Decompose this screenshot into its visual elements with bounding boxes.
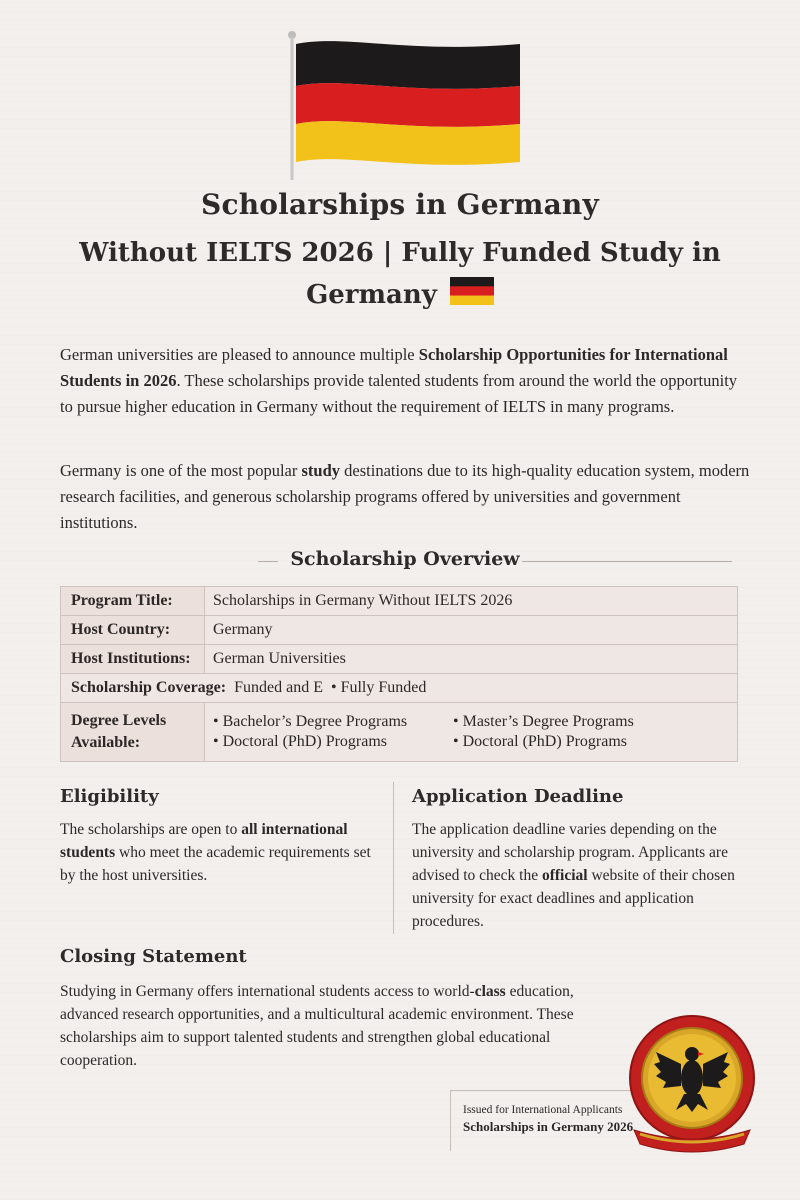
overview-heading: Scholarship Overview	[290, 548, 520, 570]
issued-line-1: Issued for International Applicants	[463, 1104, 623, 1116]
row-value: Germany	[205, 616, 738, 645]
deadline-text	[412, 818, 742, 933]
closing-text	[60, 980, 620, 1072]
degree-label: Degree Levels Available:	[61, 703, 205, 762]
intro-1-text-a: German universities are pleased to announce multiple	[60, 345, 419, 364]
german-flag-icon	[296, 38, 520, 166]
eligibility-bold: all international students	[60, 821, 348, 861]
coverage-value-1: Funded and E	[234, 679, 323, 696]
deadline-heading: Application Deadline	[412, 786, 624, 807]
eligibility-text-a: The scholarships are open to	[60, 821, 242, 838]
table-row	[61, 616, 738, 645]
table-row	[61, 587, 738, 616]
table-row	[61, 703, 738, 762]
eligibility-text-b: who meet the academic requirements set by the host universities.	[60, 844, 371, 884]
flagpole	[288, 30, 296, 180]
coverage-value-2: • Fully Funded	[330, 679, 427, 696]
deadline-text-b: website of their chosen university for exact deadlines and application procedures.	[412, 867, 735, 930]
column-divider	[393, 782, 394, 934]
coverage-cell	[61, 674, 738, 703]
closing-text-a: Studying in Germany offers international students access to world-	[60, 983, 475, 1000]
intro-2-text-a: Germany is one of the most popular	[60, 461, 302, 480]
degree-item: • Doctoral (PhD) Programs	[453, 733, 628, 750]
degree-item: • Doctoral (PhD) Programs	[213, 733, 388, 750]
page-title: Scholarships in Germany	[201, 188, 599, 221]
intro-2-text-b: destinations due to its high-quality education system, modern research facilities, and generous scholarship programs offered by universities and government institutions.	[60, 461, 750, 532]
overview-table	[60, 586, 738, 762]
row-value: Scholarships in Germany Without IELTS 2026	[205, 587, 738, 616]
row-label: Host Institutions:	[61, 645, 205, 674]
row-value: German Universities	[205, 645, 738, 674]
row-label: Host Country:	[61, 616, 205, 645]
page-subtitle	[60, 232, 740, 316]
german-eagle-seal-icon	[626, 1012, 758, 1162]
degree-item: • Bachelor’s Degree Programs	[213, 713, 408, 730]
row-label: Program Title:	[61, 587, 205, 616]
degree-list-cell	[205, 703, 738, 762]
heading-rule-right	[522, 561, 732, 562]
table-row	[61, 674, 738, 703]
subtitle-line-1: Without IELTS 2026 | Fully Funded Study in	[79, 238, 721, 268]
eligibility-heading: Eligibility	[60, 786, 159, 807]
coverage-label: Scholarship Coverage:	[71, 679, 227, 696]
deadline-bold: official	[541, 867, 588, 884]
intro-2-bold: study	[301, 461, 341, 480]
subtitle-line-2: Germany	[306, 280, 437, 310]
closing-text-b: education, advanced research opportunities, and a multicultural academic environment. These scholarships aim to support talented students and strengthen global educational cooperation.	[60, 983, 574, 1069]
closing-bold: class	[474, 983, 506, 1000]
eligibility-text	[60, 818, 390, 887]
intro-paragraph-1	[60, 342, 750, 420]
deadline-text-a: The application deadline varies depending on the university and scholarship program. Applicants are advised to check the	[412, 821, 728, 884]
issued-line-2: Scholarships in Germany 2026	[463, 1119, 634, 1134]
intro-1-bold: Scholarship Opportunities for International Students in 2026	[60, 345, 728, 390]
degree-item: • Master’s Degree Programs	[453, 713, 634, 730]
degree-list	[213, 707, 729, 757]
german-flag-mini-icon	[450, 277, 494, 305]
table-row	[61, 645, 738, 674]
intro-paragraph-2	[60, 458, 750, 536]
closing-heading: Closing Statement	[60, 946, 247, 967]
intro-1-text-b: . These scholarships provide talented students from around the world the opportunity to pursue higher education in Germany without the requirement of IELTS in many programs.	[60, 371, 738, 416]
